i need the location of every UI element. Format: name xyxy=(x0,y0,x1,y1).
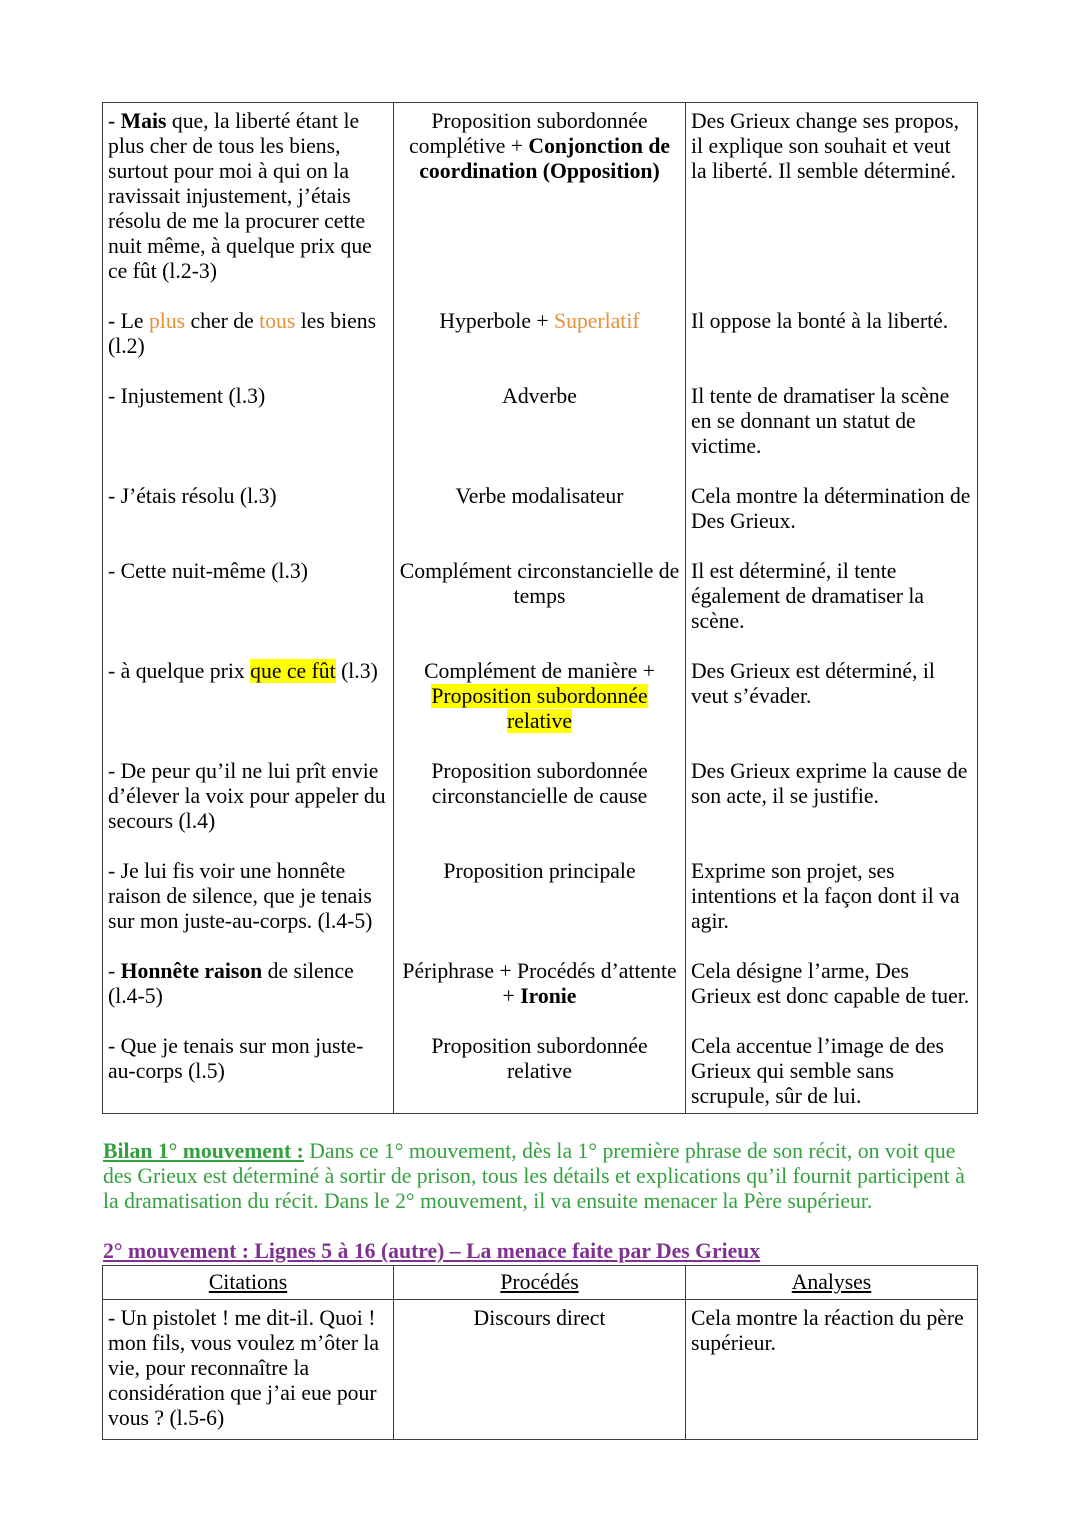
text-segment: Hyperbole + xyxy=(439,309,555,333)
text-line: nuit même, à quelque prix que xyxy=(108,234,372,258)
text-segment: Dans ce 1° mouvement, dès la 1° première phrase de son récit, on voit que xyxy=(303,1139,956,1163)
header-label: Citations xyxy=(208,1270,288,1294)
analysis-table-movement-2 xyxy=(102,1265,978,1440)
movement-2-heading: 2° mouvement : Lignes 5 à 16 (autre) – La menace faite par Des Grieux xyxy=(103,1239,761,1263)
procede-cell xyxy=(393,659,685,759)
analyse-cell xyxy=(685,959,977,1034)
text-line xyxy=(108,109,389,134)
text-line: Proposition subordonnée xyxy=(431,1034,648,1058)
text-line: - J’étais résolu (l.3) xyxy=(108,484,277,508)
text-line: Périphrase + Procédés d’attente xyxy=(402,959,677,983)
text-line: Il tente de dramatiser la scène xyxy=(691,384,950,408)
citation-cell xyxy=(103,759,393,859)
text-line: d’élever la voix pour appeler du xyxy=(108,784,386,808)
text-line xyxy=(103,1139,965,1164)
text-line: - Un pistolet ! me dit-il. Quoi ! xyxy=(108,1306,376,1330)
text-line: ce fût (l.2-3) xyxy=(108,259,217,283)
citation-cell xyxy=(103,1034,393,1113)
procede-cell xyxy=(393,484,685,559)
analyse-cell xyxy=(685,384,977,484)
citation-cell xyxy=(103,959,393,1034)
text-line: Complément circonstancielle de xyxy=(399,559,680,583)
text-line: Proposition principale xyxy=(443,859,636,883)
text-line: considération que j’ai eue pour xyxy=(108,1381,377,1405)
procede-cell xyxy=(393,559,685,659)
text-line: Discours direct xyxy=(473,1306,606,1330)
text-line xyxy=(399,134,680,159)
text-segment: que, la liberté étant le xyxy=(166,109,360,133)
bold-text: Ironie xyxy=(520,984,577,1008)
text-line: - Injustement (l.3) xyxy=(108,384,266,408)
text-line: Des Grieux est déterminé, il xyxy=(691,659,935,683)
citation-cell xyxy=(103,659,393,759)
colored-text: Superlatif xyxy=(554,309,640,333)
analyse-cell xyxy=(685,859,977,959)
citation-cell xyxy=(103,309,393,384)
text-line: également de dramatiser la xyxy=(691,584,925,608)
text-line: Complément de manière + xyxy=(424,659,655,683)
citation-cell xyxy=(103,103,393,309)
text-line xyxy=(399,159,680,184)
bold-text: Bilan 1° mouvement : xyxy=(103,1139,304,1163)
text-line: veut s’évader. xyxy=(691,684,812,708)
text-line: agir. xyxy=(691,909,729,933)
text-segment: - xyxy=(108,959,121,983)
colored-text: tous xyxy=(259,309,296,333)
text-segment: - Le xyxy=(108,309,149,333)
text-line xyxy=(108,659,389,684)
header-label: Procédés xyxy=(500,1270,579,1294)
text-line: mon fils, vous voulez m’ôter la xyxy=(108,1331,380,1355)
text-line: surtout pour moi à qui on la xyxy=(108,159,349,183)
analysis-table-movement-1 xyxy=(102,102,978,1114)
text-line: scène. xyxy=(691,609,745,633)
text-line xyxy=(399,984,680,1009)
text-line: plus cher de tous les biens, xyxy=(108,134,341,158)
text-line: la dramatisation du récit. Dans le 2° mouvement, il va ensuite menacer la Père supérieur. xyxy=(103,1189,873,1213)
text-line: Verbe modalisateur xyxy=(455,484,624,508)
text-line: relative xyxy=(506,1059,573,1083)
bold-text: Conjonction de xyxy=(528,134,671,158)
analyse-cell xyxy=(685,484,977,559)
text-line: Des Grieux. xyxy=(691,509,796,533)
text-line: supérieur. xyxy=(691,1331,776,1355)
column-header-analyses xyxy=(685,1266,977,1300)
text-line: son acte, il se justifie. xyxy=(691,784,879,808)
text-line: circonstancielle de cause xyxy=(431,784,648,808)
text-segment: + xyxy=(502,984,521,1008)
text-line: Cela montre la réaction du père xyxy=(691,1306,964,1330)
procede-cell xyxy=(393,759,685,859)
analyse-cell xyxy=(685,1300,977,1439)
text-line: des Grieux est déterminé à sortir de prison, tous les détails et explications qu’il fournit participent à xyxy=(103,1164,965,1188)
text-line: en se donnant un statut de xyxy=(691,409,916,433)
procede-cell xyxy=(393,1300,685,1439)
procede-cell xyxy=(393,1034,685,1113)
bold-text: Honnête raison xyxy=(120,959,263,983)
text-line xyxy=(399,709,680,734)
text-line xyxy=(399,684,680,709)
analyse-cell xyxy=(685,309,977,384)
colored-text: plus xyxy=(148,309,186,333)
citation-cell xyxy=(103,484,393,559)
text-segment: de silence xyxy=(262,959,354,983)
procede-cell xyxy=(393,859,685,959)
text-line: Proposition subordonnée xyxy=(431,759,648,783)
text-segment: les biens xyxy=(295,309,377,333)
procede-cell xyxy=(393,384,685,484)
text-line xyxy=(399,309,680,334)
analyse-cell xyxy=(685,659,977,759)
text-line: Cela montre la détermination de xyxy=(691,484,971,508)
text-line: raison de silence, que je tenais xyxy=(108,884,372,908)
analyse-cell xyxy=(685,559,977,659)
text-line: vous ? (l.5-6) xyxy=(108,1406,225,1430)
text-segment: complétive + xyxy=(408,134,529,158)
text-line: (l.2) xyxy=(108,334,145,358)
text-segment: - xyxy=(108,109,121,133)
text-segment: - à quelque prix xyxy=(108,659,251,683)
analyse-cell xyxy=(685,1034,977,1113)
text-line: Cela désigne l’arme, Des xyxy=(691,959,909,983)
procede-cell xyxy=(393,309,685,384)
text-line: au-corps (l.5) xyxy=(108,1059,225,1083)
bold-text: coordination (Opposition) xyxy=(419,159,660,183)
text-line: il explique son souhait et veut xyxy=(691,134,951,158)
column-header-procedes xyxy=(393,1266,685,1300)
text-line: Grieux qui semble sans xyxy=(691,1059,894,1083)
highlighted-text: relative xyxy=(506,709,573,733)
header-label: Analyses xyxy=(791,1270,872,1294)
procede-cell xyxy=(393,103,685,309)
movement-1-summary xyxy=(103,1139,965,1214)
citation-cell xyxy=(103,559,393,659)
text-line: Grieux est donc capable de tuer. xyxy=(691,984,970,1008)
text-line: résolu de me la procurer cette xyxy=(108,209,366,233)
text-line xyxy=(108,959,389,984)
citation-cell xyxy=(103,1300,393,1439)
text-line: - De peur qu’il ne lui prît envie xyxy=(108,759,379,783)
text-line: Des Grieux change ses propos, xyxy=(691,109,960,133)
text-line: intentions et la façon dont il va xyxy=(691,884,960,908)
text-line: Il oppose la bonté à la liberté. xyxy=(691,309,949,333)
text-line: Exprime son projet, ses xyxy=(691,859,895,883)
text-line: (l.4-5) xyxy=(108,984,163,1008)
highlighted-text: Proposition subordonnée xyxy=(431,684,648,708)
text-line: ravissait injustement, j’étais xyxy=(108,184,351,208)
text-line: Des Grieux exprime la cause de xyxy=(691,759,968,783)
text-line: - Je lui fis voir une honnête xyxy=(108,859,346,883)
text-line: Adverbe xyxy=(502,384,577,408)
text-segment: (l.3) xyxy=(335,659,378,683)
text-line: scrupule, sûr de lui. xyxy=(691,1084,862,1108)
analyse-cell xyxy=(685,103,977,309)
text-line: temps xyxy=(513,584,566,608)
text-line: sur mon juste-au-corps. (l.4-5) xyxy=(108,909,373,933)
text-line: Proposition subordonnée xyxy=(431,109,648,133)
text-segment: cher de xyxy=(185,309,260,333)
text-line: victime. xyxy=(691,434,762,458)
text-line: secours (l.4) xyxy=(108,809,216,833)
highlighted-text: que ce fût xyxy=(250,659,336,683)
text-line: Il est déterminé, il tente xyxy=(691,559,897,583)
text-line: - Cette nuit-même (l.3) xyxy=(108,559,308,583)
text-line xyxy=(108,309,389,334)
text-line: Cela accentue l’image de des xyxy=(691,1034,944,1058)
citation-cell xyxy=(103,384,393,484)
text-line: - Que je tenais sur mon juste- xyxy=(108,1034,364,1058)
bold-text: Mais xyxy=(120,109,167,133)
column-header-citations xyxy=(103,1266,393,1300)
procede-cell xyxy=(393,959,685,1034)
text-line: vie, pour reconnaître la xyxy=(108,1356,310,1380)
citation-cell xyxy=(103,859,393,959)
text-line: la liberté. Il semble déterminé. xyxy=(691,159,956,183)
analyse-cell xyxy=(685,759,977,859)
